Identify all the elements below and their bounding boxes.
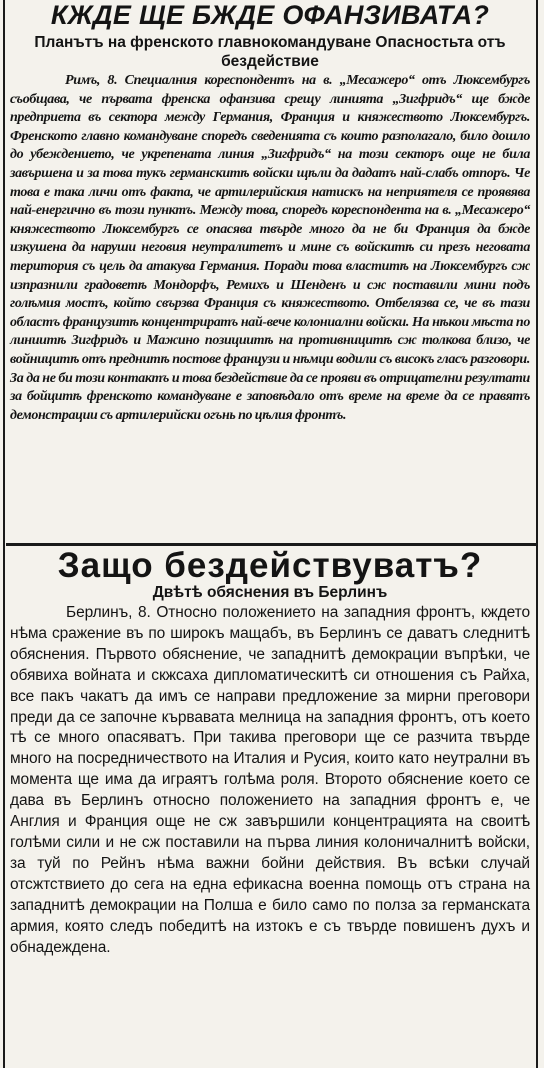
article1-headline: КЖДЕ ЩЕ БЖДЕ ОФАНЗИВАТА? [50, 0, 490, 30]
right-column-rule [536, 0, 538, 1068]
article2-body: Берлинъ, 8. Относно положението на западния фронтъ, кждето нѣма сражение въ по широкъ мащабъ, въ Берлинъ се даватъ следнитѣ обяснения. Първото обяснение, че западнитѣ демокрации въпрѣки, че обявиха войната и скжсаха дипломатическитѣ си отношения съ Райха, все пакъ чакатъ да имъ се направи предложение за мирни преговори преди да се започне кървавата мелница на западния фронтъ, отъ което тѣ се много опасяватъ. При такива преговори ще се разчита твърде много на посредничеството на Италия и Русия, които като неутрални въ момента ще има да играятъ голѣма роля. Второто обяснение което се дава въ Берлинъ относно положението на западния фронтъ е, че Англия и Франция още не сж завършили концентрацията на своитѣ голѣми сили и не сж поставили на първа линия колоничалнитѣ войски, за туй по Рейнъ нѣма важни бойни действия. Въ всѣки случай отсжтствието до сега на една ефикасна военна помощь отъ страна на западнитѣ демокрации на Полша е било само по полза за германската армия, която следъ победитѣ на изтокъ е съ твърде повишенъ духъ и обнадеждена. [10, 604, 530, 956]
article2-headline: Защо бездействуватъ? [57, 546, 483, 585]
article1-body: Римъ, 8. Специалния кореспондентъ на в. „Месажеро“ отъ Люксембургъ съобщава, че първата френска офанзива срещу линията „Зигфридъ“ ще бжде предприета въ сектора между Германия, Франция и княжеството Люксембургъ. Френското главно командуване споредъ сведенията съ които разполагало, било дошло до убеждението, че укрепената линия „Зигфридъ“ на този секторъ още не била завършена и за това тукъ германскитѣ войски щѣли да дадатъ най-слабъ отпоръ. Че това е така личи отъ факта, че артилерийския натискъ на неприятеля се проявява най-енергично въ този пунктъ. Между това, споредъ кореспондента на в. „Месажеро“ княжеството Люксембургъ се опасява твърде много да не би Франция да бжде изкушена да наруши неговия неутралитетъ и мине съ войскитѣ си презъ неговата територия съ цель да атакува Германия. Поради това властитѣ на Люксембургъ сж изпразнили градоветѣ Мондорфъ, Ремихъ и Шенденъ и сж поставили мини подъ голѣмия мостъ, който свързва Франция съ княжеството. Отбелязва се, че въ тази областъ французитѣ концентриратъ най-вече колониални войски. На нѣкои мѣста по линиитѣ Зигфридъ и Мажино позициитѣ на противницитѣ сж толкова близо, че войницитѣ отъ преднитѣ постове французи и нѣмци водили съ високъ гласъ разговори. За да не би този контактъ и това бездействие да се прояви въ отрицателни резултати за бойцитѣ френското командуване е заповѣдало отъ време на време да се правятъ демонстрации съ артилерийски огънь по цѣлия фронтъ. [10, 73, 530, 423]
left-column-rule [3, 0, 5, 1068]
article2-subheadline: Двѣтѣ обяснения въ Берлинъ [152, 584, 388, 601]
article1-subheadline: Планътъ на френското главнокомандуване Опасностьта отъ бездействие [34, 34, 506, 70]
